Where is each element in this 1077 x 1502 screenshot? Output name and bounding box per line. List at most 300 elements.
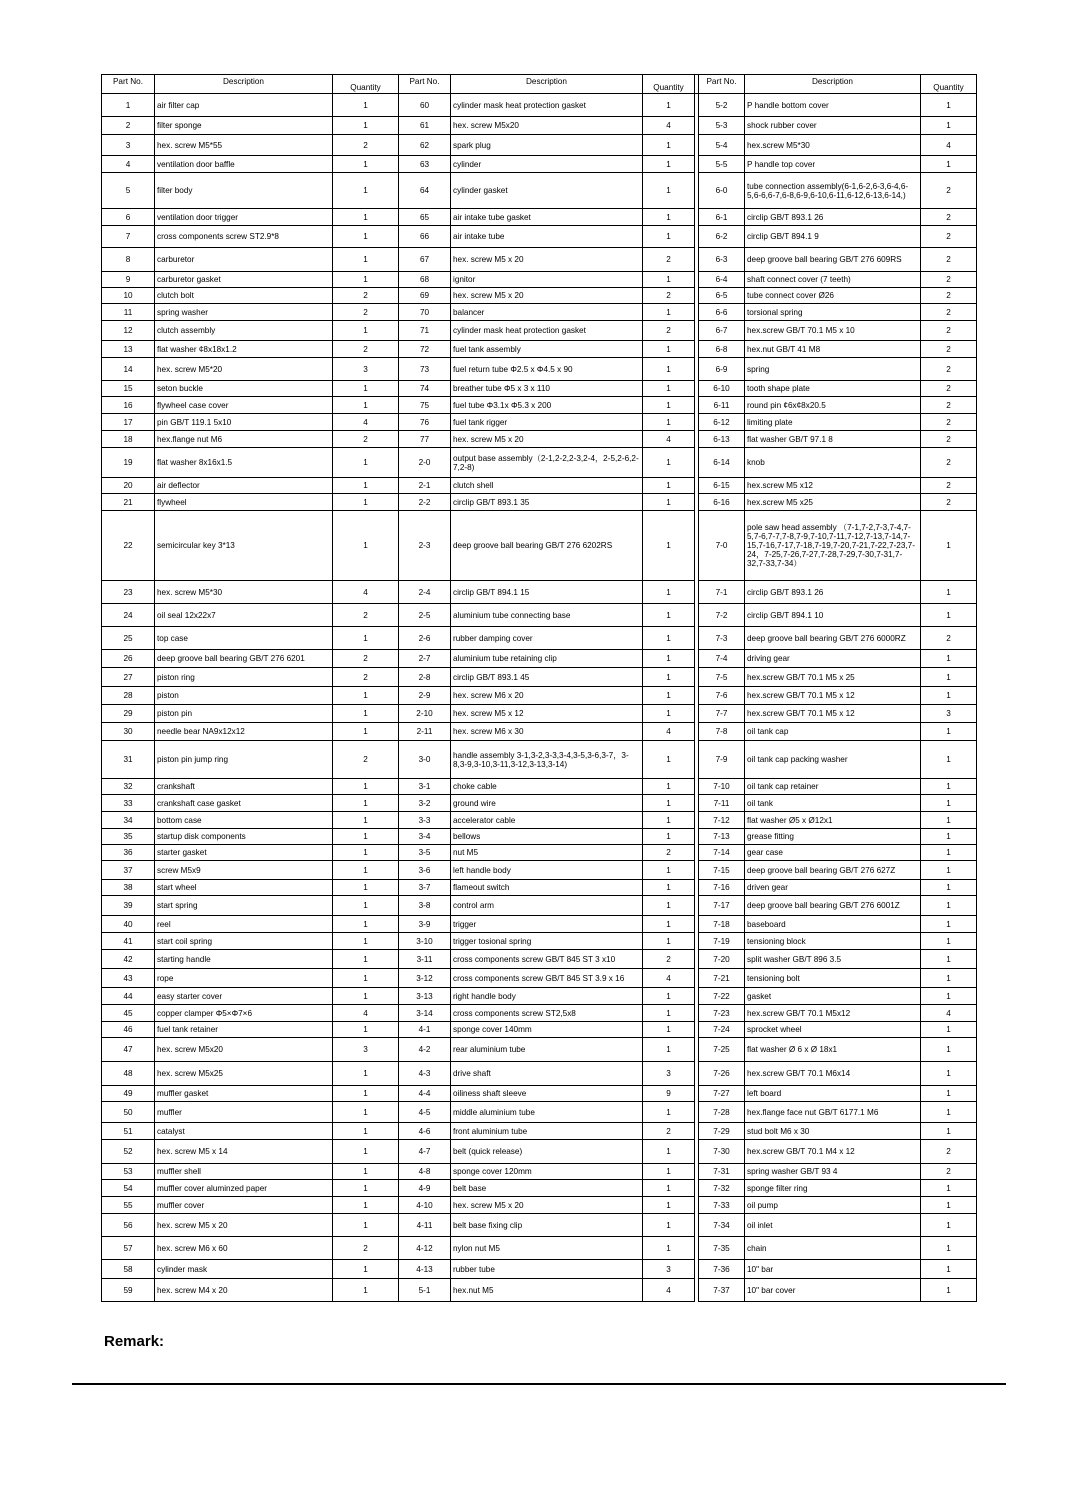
description-cell: pole saw head assembly （7-1,7-2,7-3,7-4,7-5,7-6,7-7,7-8,7-9,7-10,7-11,7-12,7-13,7-14,7-15,7-16,7-17,7-18,7-19,7-20,7-21,7-22,7-23,7-24，7-25,7-26,7-27,7-28,7-29,7-30,7-31,7-32,7-33,7-34）: [745, 511, 921, 581]
description-cell: deep groove ball bearing GB/T 276 609RS: [745, 248, 921, 272]
table-row: [102, 668, 977, 687]
description-cell: hex. screw M6 x 60: [155, 1237, 333, 1260]
quantity-cell: 1: [333, 381, 399, 397]
description-cell: hex. screw M5 x 12: [451, 705, 643, 723]
part-no-cell: 4-12: [399, 1237, 451, 1260]
header-description: Description: [155, 75, 333, 94]
quantity-cell: 1: [643, 156, 695, 173]
quantity-cell: 1: [921, 1279, 977, 1302]
quantity-cell: 1: [643, 1140, 695, 1164]
quantity-cell: 2: [921, 288, 977, 304]
description-cell: piston: [155, 687, 333, 705]
part-no-cell: 3-6: [399, 861, 451, 880]
quantity-cell: 1: [333, 969, 399, 988]
description-cell: gear case: [745, 845, 921, 861]
quantity-cell: 1: [921, 511, 977, 581]
quantity-cell: 1: [643, 604, 695, 627]
table-row: [102, 358, 977, 381]
table-row: [102, 1237, 977, 1260]
description-cell: muffler shell: [155, 1164, 333, 1180]
quantity-cell: 1: [333, 248, 399, 272]
quantity-cell: 1: [921, 668, 977, 687]
quantity-cell: 1: [643, 880, 695, 896]
table-row: [102, 1038, 977, 1062]
quantity-cell: 1: [921, 687, 977, 705]
quantity-cell: 1: [921, 795, 977, 812]
header-row: [102, 75, 977, 94]
part-no-cell: 2-0: [399, 448, 451, 478]
description-cell: stud bolt M6 x 30: [745, 1123, 921, 1140]
part-no-cell: 7-3: [699, 627, 745, 650]
part-no-cell: 7-26: [699, 1062, 745, 1086]
description-cell: ventilation door baffle: [155, 156, 333, 173]
description-cell: oil inlet: [745, 1214, 921, 1237]
quantity-cell: 4: [333, 1005, 399, 1022]
part-no-cell: 63: [399, 156, 451, 173]
description-cell: clutch shell: [451, 478, 643, 494]
part-no-cell: 6-5: [699, 288, 745, 304]
quantity-cell: 1: [333, 511, 399, 581]
quantity-cell: 1: [643, 861, 695, 880]
table-row: [102, 414, 977, 431]
part-no-cell: 4-7: [399, 1140, 451, 1164]
quantity-cell: 1: [643, 1180, 695, 1197]
description-cell: split washer GB/T 896 3.5: [745, 950, 921, 969]
part-no-cell: 2-1: [399, 478, 451, 494]
part-no-cell: 7-7: [699, 705, 745, 723]
description-cell: shock rubber cover: [745, 117, 921, 135]
table-row: [102, 1086, 977, 1102]
part-no-cell: 2-2: [399, 494, 451, 511]
description-cell: spring washer GB/T 93 4: [745, 1164, 921, 1180]
description-cell: rubber tube: [451, 1260, 643, 1279]
description-cell: deep groove ball bearing GB/T 276 627Z: [745, 861, 921, 880]
description-cell: flat washer Ø5 x Ø12x1: [745, 812, 921, 829]
part-no-cell: 68: [399, 272, 451, 288]
description-cell: baseboard: [745, 916, 921, 933]
quantity-cell: 1: [333, 1062, 399, 1086]
quantity-cell: 1: [333, 397, 399, 414]
description-cell: filter body: [155, 173, 333, 209]
part-no-cell: 25: [102, 627, 155, 650]
part-no-cell: 21: [102, 494, 155, 511]
description-cell: torsional spring: [745, 304, 921, 321]
description-cell: belt (quick release): [451, 1140, 643, 1164]
quantity-cell: 1: [333, 1180, 399, 1197]
part-no-cell: 4-13: [399, 1260, 451, 1279]
part-no-cell: 67: [399, 248, 451, 272]
table-row: [102, 117, 977, 135]
quantity-cell: 1: [643, 135, 695, 156]
description-cell: muffler cover: [155, 1197, 333, 1214]
description-cell: grease fitting: [745, 829, 921, 845]
description-cell: cylinder gasket: [451, 173, 643, 209]
part-no-cell: 4-10: [399, 1197, 451, 1214]
quantity-cell: 1: [643, 209, 695, 226]
part-no-cell: 7-11: [699, 795, 745, 812]
part-no-cell: 3-13: [399, 988, 451, 1005]
part-no-cell: 7-8: [699, 723, 745, 741]
table-row: [102, 723, 977, 741]
description-cell: choke cable: [451, 779, 643, 795]
quantity-cell: 3: [643, 1260, 695, 1279]
description-cell: hex.screw GB/T 70.1 M5 x 12: [745, 687, 921, 705]
quantity-cell: 1: [333, 829, 399, 845]
description-cell: ignitor: [451, 272, 643, 288]
part-no-cell: 35: [102, 829, 155, 845]
part-no-cell: 41: [102, 933, 155, 950]
part-no-cell: 52: [102, 1140, 155, 1164]
part-no-cell: 6-10: [699, 381, 745, 397]
quantity-cell: 2: [333, 431, 399, 448]
quantity-cell: 2: [921, 414, 977, 431]
part-no-cell: 7-13: [699, 829, 745, 845]
description-cell: tooth shape plate: [745, 381, 921, 397]
part-no-cell: 7: [102, 226, 155, 248]
part-no-cell: 6-2: [699, 226, 745, 248]
part-no-cell: 17: [102, 414, 155, 431]
part-no-cell: 7-27: [699, 1086, 745, 1102]
quantity-cell: 1: [643, 272, 695, 288]
description-cell: hex.screw GB/T 70.1 M5 x 12: [745, 705, 921, 723]
quantity-cell: 4: [333, 414, 399, 431]
part-no-cell: 2-9: [399, 687, 451, 705]
part-no-cell: 5-4: [699, 135, 745, 156]
table-row: [102, 933, 977, 950]
description-cell: hex.flange face nut GB/T 6177.1 M6: [745, 1102, 921, 1123]
part-no-cell: 7-17: [699, 896, 745, 916]
quantity-cell: 1: [333, 896, 399, 916]
description-cell: oil tank: [745, 795, 921, 812]
part-no-cell: 74: [399, 381, 451, 397]
part-no-cell: 40: [102, 916, 155, 933]
description-cell: chain: [745, 1237, 921, 1260]
description-cell: catalyst: [155, 1123, 333, 1140]
part-no-cell: 6-8: [699, 341, 745, 358]
part-no-cell: 16: [102, 397, 155, 414]
part-no-cell: 4-1: [399, 1022, 451, 1038]
part-no-cell: 22: [102, 511, 155, 581]
part-no-cell: 2-10: [399, 705, 451, 723]
quantity-cell: 2: [921, 358, 977, 381]
description-cell: flat washer 8x16x1.5: [155, 448, 333, 478]
part-no-cell: 2-7: [399, 650, 451, 668]
part-no-cell: 70: [399, 304, 451, 321]
part-no-cell: 6-0: [699, 173, 745, 209]
quantity-cell: 4: [643, 1279, 695, 1302]
quantity-cell: 1: [921, 156, 977, 173]
part-no-cell: 33: [102, 795, 155, 812]
description-cell: pin GB/T 119.1 5x10: [155, 414, 333, 431]
quantity-cell: 1: [921, 1260, 977, 1279]
part-no-cell: 45: [102, 1005, 155, 1022]
description-cell: handle assembly 3-1,3-2,3-3,3-4,3-5,3-6,3-7，3-8,3-9,3-10,3-11,3-12,3-13,3-14): [451, 741, 643, 779]
quantity-cell: 1: [333, 1140, 399, 1164]
quantity-cell: 1: [333, 1123, 399, 1140]
quantity-cell: 2: [921, 272, 977, 288]
table-row: [102, 795, 977, 812]
quantity-cell: 1: [921, 723, 977, 741]
description-cell: aluminium tube connecting base: [451, 604, 643, 627]
description-cell: cross components screw ST2.9*8: [155, 226, 333, 248]
description-cell: belt base: [451, 1180, 643, 1197]
quantity-cell: 1: [643, 448, 695, 478]
part-no-cell: 3: [102, 135, 155, 156]
description-cell: spring: [745, 358, 921, 381]
description-cell: hex. screw M5x25: [155, 1062, 333, 1086]
description-cell: limiting plate: [745, 414, 921, 431]
part-no-cell: 3-11: [399, 950, 451, 969]
part-no-cell: 23: [102, 581, 155, 604]
part-no-cell: 50: [102, 1102, 155, 1123]
part-no-cell: 4-8: [399, 1164, 451, 1180]
table-row: [102, 845, 977, 861]
description-cell: needle bear NA9x12x12: [155, 723, 333, 741]
table-row: [102, 1214, 977, 1237]
part-no-cell: 62: [399, 135, 451, 156]
description-cell: hex. screw M5 x 20: [451, 248, 643, 272]
part-no-cell: 3-5: [399, 845, 451, 861]
table-row: [102, 829, 977, 845]
part-no-cell: 6-7: [699, 321, 745, 341]
description-cell: bellows: [451, 829, 643, 845]
part-no-cell: 46: [102, 1022, 155, 1038]
part-no-cell: 19: [102, 448, 155, 478]
quantity-cell: 1: [333, 173, 399, 209]
quantity-cell: 1: [333, 209, 399, 226]
quantity-cell: 2: [333, 135, 399, 156]
description-cell: piston pin: [155, 705, 333, 723]
description-cell: deep groove ball bearing GB/T 276 6001Z: [745, 896, 921, 916]
description-cell: reel: [155, 916, 333, 933]
part-no-cell: 7-16: [699, 880, 745, 896]
quantity-cell: 3: [643, 1062, 695, 1086]
part-no-cell: 7-18: [699, 916, 745, 933]
table-row: [102, 1005, 977, 1022]
part-no-cell: 36: [102, 845, 155, 861]
part-no-cell: 72: [399, 341, 451, 358]
quantity-cell: 2: [921, 478, 977, 494]
quantity-cell: 1: [333, 1279, 399, 1302]
description-cell: sponge cover 140mm: [451, 1022, 643, 1038]
part-no-cell: 7-14: [699, 845, 745, 861]
header-description: Description: [451, 75, 643, 94]
description-cell: start wheel: [155, 880, 333, 896]
quantity-cell: 1: [643, 494, 695, 511]
quantity-cell: 1: [643, 705, 695, 723]
part-no-cell: 49: [102, 1086, 155, 1102]
quantity-cell: 1: [643, 511, 695, 581]
description-cell: cross components screw GB/T 845 ST 3 x10: [451, 950, 643, 969]
quantity-cell: 1: [333, 1086, 399, 1102]
description-cell: ground wire: [451, 795, 643, 812]
table-row: [102, 341, 977, 358]
description-cell: fuel tank assembly: [451, 341, 643, 358]
part-no-cell: 20: [102, 478, 155, 494]
part-no-cell: 5-5: [699, 156, 745, 173]
quantity-cell: 2: [921, 248, 977, 272]
description-cell: piston ring: [155, 668, 333, 687]
part-no-cell: 30: [102, 723, 155, 741]
description-cell: copper clamper Φ5×Φ7×6: [155, 1005, 333, 1022]
quantity-cell: 2: [333, 604, 399, 627]
part-no-cell: 7-37: [699, 1279, 745, 1302]
quantity-cell: 1: [333, 845, 399, 861]
quantity-cell: 1: [643, 173, 695, 209]
table-row: [102, 135, 977, 156]
description-cell: hex. screw M5*55: [155, 135, 333, 156]
description-cell: belt base fixing clip: [451, 1214, 643, 1237]
description-cell: crankshaft case gasket: [155, 795, 333, 812]
description-cell: hex. screw M5 x 20: [451, 1197, 643, 1214]
quantity-cell: 1: [333, 705, 399, 723]
part-no-cell: 54: [102, 1180, 155, 1197]
description-cell: front aluminium tube: [451, 1123, 643, 1140]
description-cell: air intake tube gasket: [451, 209, 643, 226]
quantity-cell: 1: [921, 880, 977, 896]
quantity-cell: 1: [643, 896, 695, 916]
part-no-cell: 28: [102, 687, 155, 705]
table-row: [102, 1260, 977, 1279]
part-no-cell: 53: [102, 1164, 155, 1180]
quantity-cell: 1: [921, 650, 977, 668]
description-cell: left board: [745, 1086, 921, 1102]
description-cell: deep groove ball bearing GB/T 276 6201: [155, 650, 333, 668]
part-no-cell: 73: [399, 358, 451, 381]
table-row: [102, 1197, 977, 1214]
quantity-cell: 1: [921, 829, 977, 845]
table-row: [102, 988, 977, 1005]
description-cell: carburetor gasket: [155, 272, 333, 288]
part-no-cell: 7-23: [699, 1005, 745, 1022]
description-cell: circlip GB/T 894.1 15: [451, 581, 643, 604]
quantity-cell: 2: [333, 304, 399, 321]
table-row: [102, 604, 977, 627]
part-no-cell: 38: [102, 880, 155, 896]
description-cell: hex. screw M5 x 20: [155, 1214, 333, 1237]
description-cell: hex. screw M5*20: [155, 358, 333, 381]
description-cell: rope: [155, 969, 333, 988]
description-cell: top case: [155, 627, 333, 650]
part-no-cell: 32: [102, 779, 155, 795]
table-row: [102, 705, 977, 723]
description-cell: muffler cover aluminzed paper: [155, 1180, 333, 1197]
description-cell: hex.screw GB/T 70.1 M5 x 25: [745, 668, 921, 687]
description-cell: accelerator cable: [451, 812, 643, 829]
description-cell: nylon nut M5: [451, 1237, 643, 1260]
description-cell: shaft connect cover (7 teeth): [745, 272, 921, 288]
quantity-cell: 2: [333, 1237, 399, 1260]
quantity-cell: 1: [921, 1180, 977, 1197]
description-cell: hex.screw M5*30: [745, 135, 921, 156]
description-cell: sprocket wheel: [745, 1022, 921, 1038]
part-no-cell: 2-3: [399, 511, 451, 581]
quantity-cell: 1: [333, 94, 399, 117]
table-row: [102, 431, 977, 448]
quantity-cell: 2: [333, 288, 399, 304]
description-cell: circlip GB/T 894.1 10: [745, 604, 921, 627]
description-cell: flameout switch: [451, 880, 643, 896]
quantity-cell: 1: [921, 988, 977, 1005]
description-cell: clutch bolt: [155, 288, 333, 304]
part-no-cell: 6-14: [699, 448, 745, 478]
part-no-cell: 6-15: [699, 478, 745, 494]
description-cell: middle aluminium tube: [451, 1102, 643, 1123]
quantity-cell: 2: [643, 321, 695, 341]
quantity-cell: 2: [333, 668, 399, 687]
footer-divider: [72, 1383, 1006, 1385]
quantity-cell: 1: [333, 812, 399, 829]
description-cell: deep groove ball bearing GB/T 276 6202RS: [451, 511, 643, 581]
part-no-cell: 18: [102, 431, 155, 448]
part-no-cell: 55: [102, 1197, 155, 1214]
part-no-cell: 65: [399, 209, 451, 226]
quantity-cell: 1: [921, 779, 977, 795]
description-cell: muffler gasket: [155, 1086, 333, 1102]
description-cell: hex.flange nut M6: [155, 431, 333, 448]
table-row: [102, 1164, 977, 1180]
part-no-cell: 7-22: [699, 988, 745, 1005]
quantity-cell: 4: [921, 135, 977, 156]
description-cell: fuel return tube Φ2.5 x Φ4.5 x 90: [451, 358, 643, 381]
part-no-cell: 4-4: [399, 1086, 451, 1102]
table-row: [102, 1140, 977, 1164]
quantity-cell: 2: [921, 627, 977, 650]
description-cell: rubber damping cover: [451, 627, 643, 650]
quantity-cell: 1: [333, 687, 399, 705]
quantity-cell: 1: [921, 812, 977, 829]
part-no-cell: 6: [102, 209, 155, 226]
description-cell: startup disk components: [155, 829, 333, 845]
quantity-cell: 2: [921, 304, 977, 321]
part-no-cell: 7-35: [699, 1237, 745, 1260]
quantity-cell: 1: [333, 321, 399, 341]
part-no-cell: 51: [102, 1123, 155, 1140]
quantity-cell: 4: [643, 723, 695, 741]
quantity-cell: 3: [333, 1038, 399, 1062]
part-no-cell: 7-20: [699, 950, 745, 969]
description-cell: circlip GB/T 893.1 26: [745, 209, 921, 226]
description-cell: hex. screw M6 x 20: [451, 687, 643, 705]
description-cell: cylinder mask heat protection gasket: [451, 94, 643, 117]
part-no-cell: 15: [102, 381, 155, 397]
part-no-cell: 2-8: [399, 668, 451, 687]
description-cell: hex. screw M5x20: [451, 117, 643, 135]
quantity-cell: 1: [921, 896, 977, 916]
quantity-cell: 1: [333, 448, 399, 478]
quantity-cell: 4: [643, 431, 695, 448]
table-row: [102, 226, 977, 248]
description-cell: hex.screw GB/T 70.1 M5 x 10: [745, 321, 921, 341]
quantity-cell: 3: [333, 358, 399, 381]
table-row: [102, 627, 977, 650]
table-row: [102, 950, 977, 969]
quantity-cell: 1: [643, 933, 695, 950]
header-quantity: Quantity: [333, 75, 399, 94]
part-no-cell: 7-30: [699, 1140, 745, 1164]
quantity-cell: 1: [333, 494, 399, 511]
description-cell: cross components screw ST2,5x8: [451, 1005, 643, 1022]
quantity-cell: 1: [921, 1197, 977, 1214]
description-cell: left handle body: [451, 861, 643, 880]
table-row: [102, 896, 977, 916]
table-row: [102, 511, 977, 581]
part-no-cell: 7-34: [699, 1214, 745, 1237]
quantity-cell: 1: [643, 650, 695, 668]
description-cell: fuel tank rigger: [451, 414, 643, 431]
table-row: [102, 812, 977, 829]
part-no-cell: 10: [102, 288, 155, 304]
